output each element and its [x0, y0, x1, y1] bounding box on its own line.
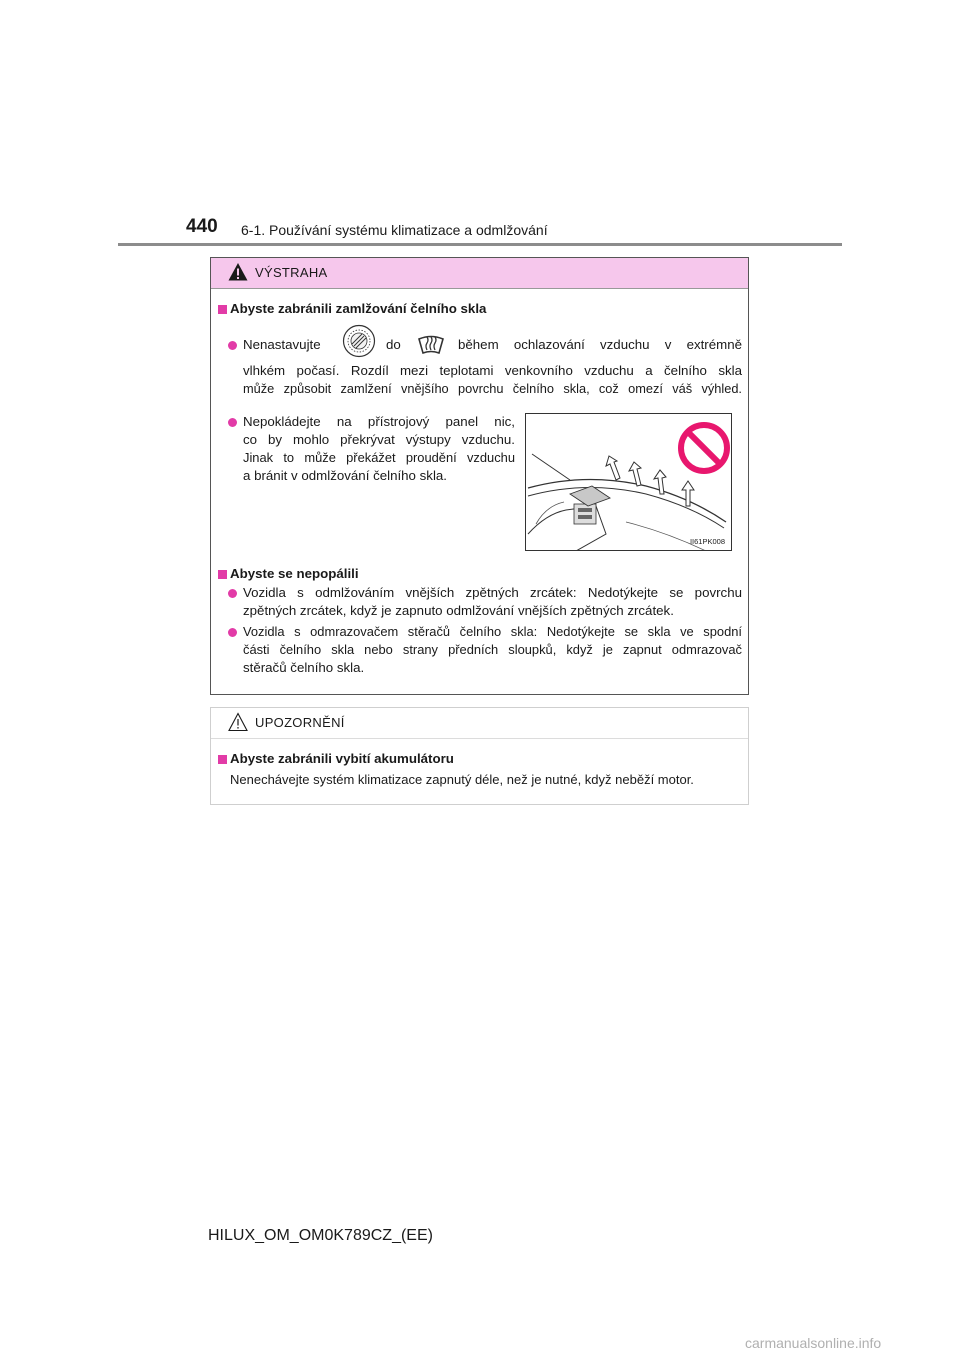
caution-triangle-icon — [228, 712, 248, 732]
item-text: do — [386, 337, 401, 352]
figure-code: II61PK008 — [689, 537, 725, 546]
section-square-bullet — [218, 305, 227, 314]
section-heading: Abyste zabránili vybití akumulátoru — [230, 751, 454, 766]
item-text: vlhkém počasí. Rozdíl mezi teplotami venkovního vzduchu a čelního skla — [243, 363, 742, 378]
item-bullet — [228, 589, 237, 598]
item-text: co by mohlo překrývat výstupy vzduchu. — [243, 432, 515, 447]
windshield-defog-icon — [417, 331, 445, 359]
item-text: Jinak to může překážet proudění vzduchu — [243, 450, 515, 465]
section-square-bullet — [218, 570, 227, 579]
caution-text: Nenechávejte systém klimatizace zapnutý déle, než je nutné, když neběží motor. — [230, 772, 694, 787]
section-heading: Abyste se nepopálili — [230, 566, 359, 581]
caution-header — [211, 708, 748, 739]
item-text: Vozidla s odmlžováním vnějších zpětných zrcátek: Nedotýkejte se povrchu — [243, 585, 742, 600]
item-text: a bránit v odmlžování čelního skla. — [243, 468, 447, 483]
item-text: Vozidla s odmrazovačem stěračů čelního skla: Nedotýkejte se skla ve spodní — [243, 624, 742, 639]
footer-code: HILUX_OM_OM0K789CZ_(EE) — [208, 1227, 433, 1244]
header-rule — [118, 243, 842, 246]
item-text: během ochlazování vzduchu v extrémně — [458, 337, 742, 352]
item-bullet — [228, 628, 237, 637]
item-text: stěračů čelního skla. — [243, 660, 365, 675]
warning-header — [211, 258, 748, 289]
warning-box — [210, 257, 749, 695]
section-title: 6-1. Používání systému klimatizace a odmlžování — [241, 222, 548, 238]
item-bullet — [228, 418, 237, 427]
item-text: může způsobit zamlžení vnějšího povrchu čelního skla, což omezí váš výhled. — [243, 381, 742, 396]
warning-triangle-icon — [228, 262, 248, 282]
item-text: části čelního skla nebo strany předních sloupků, když je zapnut odmrazovač — [243, 642, 742, 657]
prohibition-icon — [676, 420, 732, 476]
item-text: Nepokládejte na přístrojový panel nic, — [243, 414, 515, 429]
section-heading: Abyste zabránili zamlžování čelního skla — [230, 301, 487, 316]
caution-box — [210, 707, 749, 805]
item-text: Nenastavujte — [243, 337, 321, 352]
section-square-bullet — [218, 755, 227, 764]
page-number: 440 — [186, 216, 218, 237]
warning-title: VÝSTRAHA — [255, 265, 328, 280]
watermark: carmanualsonline.info — [745, 1335, 882, 1351]
dashboard-illustration — [525, 413, 732, 551]
item-bullet — [228, 341, 237, 350]
item-text: zpětných zrcátek, když je zapnuto odmlžování vnějších zpětných zrcátek. — [243, 603, 674, 618]
mode-dial-icon — [342, 324, 376, 358]
caution-title: UPOZORNĚNÍ — [255, 715, 345, 730]
